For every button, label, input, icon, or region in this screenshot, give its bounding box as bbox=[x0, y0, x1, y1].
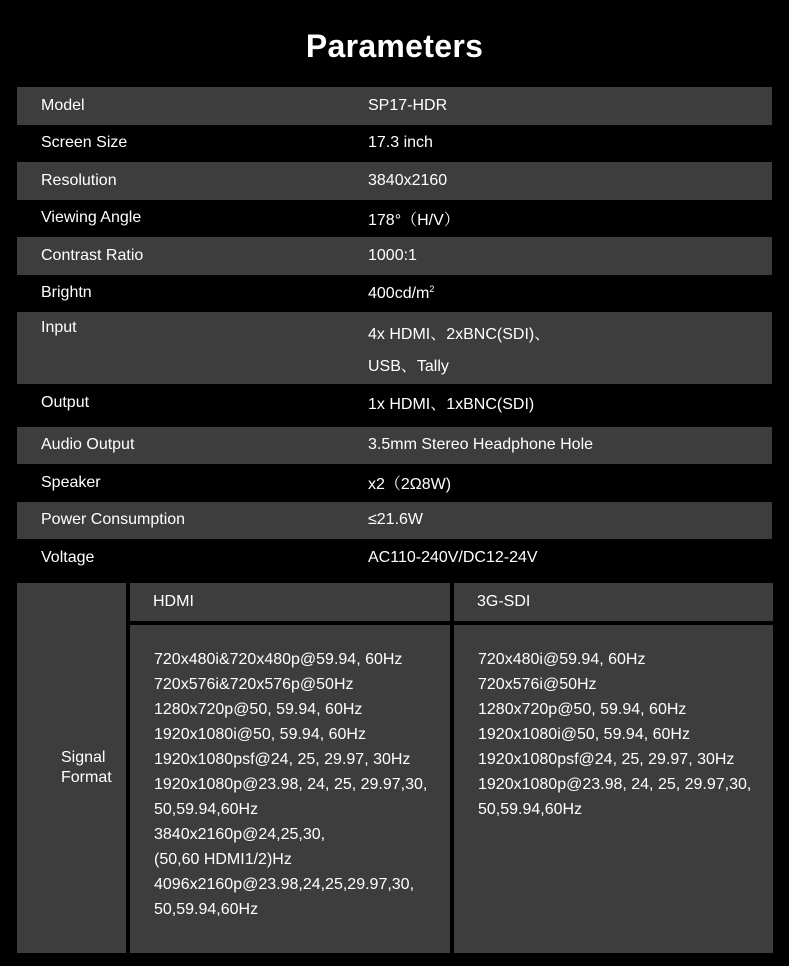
spec-table bbox=[17, 87, 772, 577]
input-line-1: 4x HDMI、2xBNC(SDI)、 bbox=[368, 325, 551, 343]
spec-row-speaker bbox=[17, 464, 772, 502]
spec-value: 178°（H/V） bbox=[368, 211, 460, 229]
spec-row-voltage bbox=[17, 539, 772, 577]
format-line: 1280x720p@50, 59.94, 60Hz bbox=[154, 701, 363, 718]
spec-label: Audio Output bbox=[41, 436, 135, 454]
spec-label: Screen Size bbox=[41, 134, 128, 152]
input-line-2: USB、Tally bbox=[368, 357, 449, 375]
spec-value: 1x HDMI、1xBNC(SDI) bbox=[368, 396, 535, 414]
signal-format-label bbox=[17, 583, 126, 953]
format-line: 1920x1080psf@24, 25, 29.97, 30Hz bbox=[154, 751, 411, 768]
spec-label: Power Consumption bbox=[41, 511, 186, 529]
spec-label: Speaker bbox=[41, 473, 101, 491]
spec-row-audio-output bbox=[17, 427, 772, 465]
page-title: Parameters bbox=[305, 28, 484, 64]
spec-label: Input bbox=[41, 319, 77, 336]
spec-value: AC110-240V/DC12-24V bbox=[368, 548, 538, 566]
spec-label: Voltage bbox=[41, 548, 95, 566]
spec-value: 1000:1 bbox=[368, 246, 417, 264]
spec-value bbox=[368, 284, 772, 303]
format-line: 720x480i@59.94, 60Hz bbox=[478, 651, 646, 668]
spec-label: Brightn bbox=[41, 284, 92, 302]
format-line: 1920x1080p@23.98, 24, 25, 29.97,30, bbox=[478, 776, 752, 793]
spec-label: Contrast Ratio bbox=[41, 246, 144, 264]
hdmi-header: HDMI bbox=[130, 583, 450, 621]
spec-value bbox=[368, 312, 772, 384]
sdi-format-list bbox=[454, 625, 773, 953]
spec-row-resolution bbox=[17, 162, 772, 200]
spec-row-power-consumption bbox=[17, 502, 772, 540]
unit-superscript: 2 bbox=[429, 283, 435, 294]
spec-row-output bbox=[17, 384, 772, 422]
spec-label: Viewing Angle bbox=[41, 209, 142, 227]
format-line: 720x576i@50Hz bbox=[478, 676, 597, 693]
format-line: 1920x1080i@50, 59.94, 60Hz bbox=[154, 726, 366, 743]
format-line: 1920x1080p@23.98, 24, 25, 29.97,30, bbox=[154, 776, 428, 793]
spec-value: 3.5mm Stereo Headphone Hole bbox=[368, 436, 594, 454]
sdi-header: 3G-SDI bbox=[454, 583, 773, 621]
format-line: 1280x720p@50, 59.94, 60Hz bbox=[478, 701, 687, 718]
spec-label: Output bbox=[41, 393, 90, 411]
signal-format-label-line2: Format bbox=[61, 769, 112, 786]
spec-row-viewing-angle bbox=[17, 200, 772, 238]
format-line: 720x480i&720x480p@59.94, 60Hz bbox=[154, 651, 403, 668]
format-line: 3840x2160p@24,25,30, bbox=[154, 826, 326, 843]
brightness-unit: 400cd/m bbox=[368, 284, 430, 302]
spec-row-input bbox=[17, 312, 772, 384]
spec-value: SP17-HDR bbox=[368, 96, 448, 114]
spec-label: Model bbox=[41, 96, 85, 114]
format-line: 50,59.94,60Hz bbox=[478, 801, 583, 818]
spec-row-model bbox=[17, 87, 772, 125]
format-line: 50,59.94,60Hz bbox=[154, 901, 259, 918]
spec-row-contrast-ratio bbox=[17, 237, 772, 275]
spec-value: 17.3 inch bbox=[368, 134, 433, 152]
format-line: (50,60 HDMI1/2)Hz bbox=[154, 851, 292, 868]
spec-label: Resolution bbox=[41, 171, 117, 189]
signal-format-label-line1: Signal bbox=[61, 749, 106, 766]
spec-row-screen-size bbox=[17, 125, 772, 163]
format-line: 1920x1080i@50, 59.94, 60Hz bbox=[478, 726, 690, 743]
format-line: 50,59.94,60Hz bbox=[154, 801, 259, 818]
hdmi-format-list bbox=[130, 625, 450, 953]
spec-row-brightness bbox=[17, 275, 772, 313]
spec-value: 3840x2160 bbox=[368, 171, 448, 189]
format-line: 720x576i&720x576p@50Hz bbox=[154, 676, 354, 693]
spec-value: ≤21.6W bbox=[368, 511, 424, 529]
format-line: 4096x2160p@23.98,24,25,29.97,30, bbox=[154, 876, 415, 893]
format-line: 1920x1080psf@24, 25, 29.97, 30Hz bbox=[478, 751, 735, 768]
spec-value: x2（2Ω8W) bbox=[368, 476, 452, 494]
